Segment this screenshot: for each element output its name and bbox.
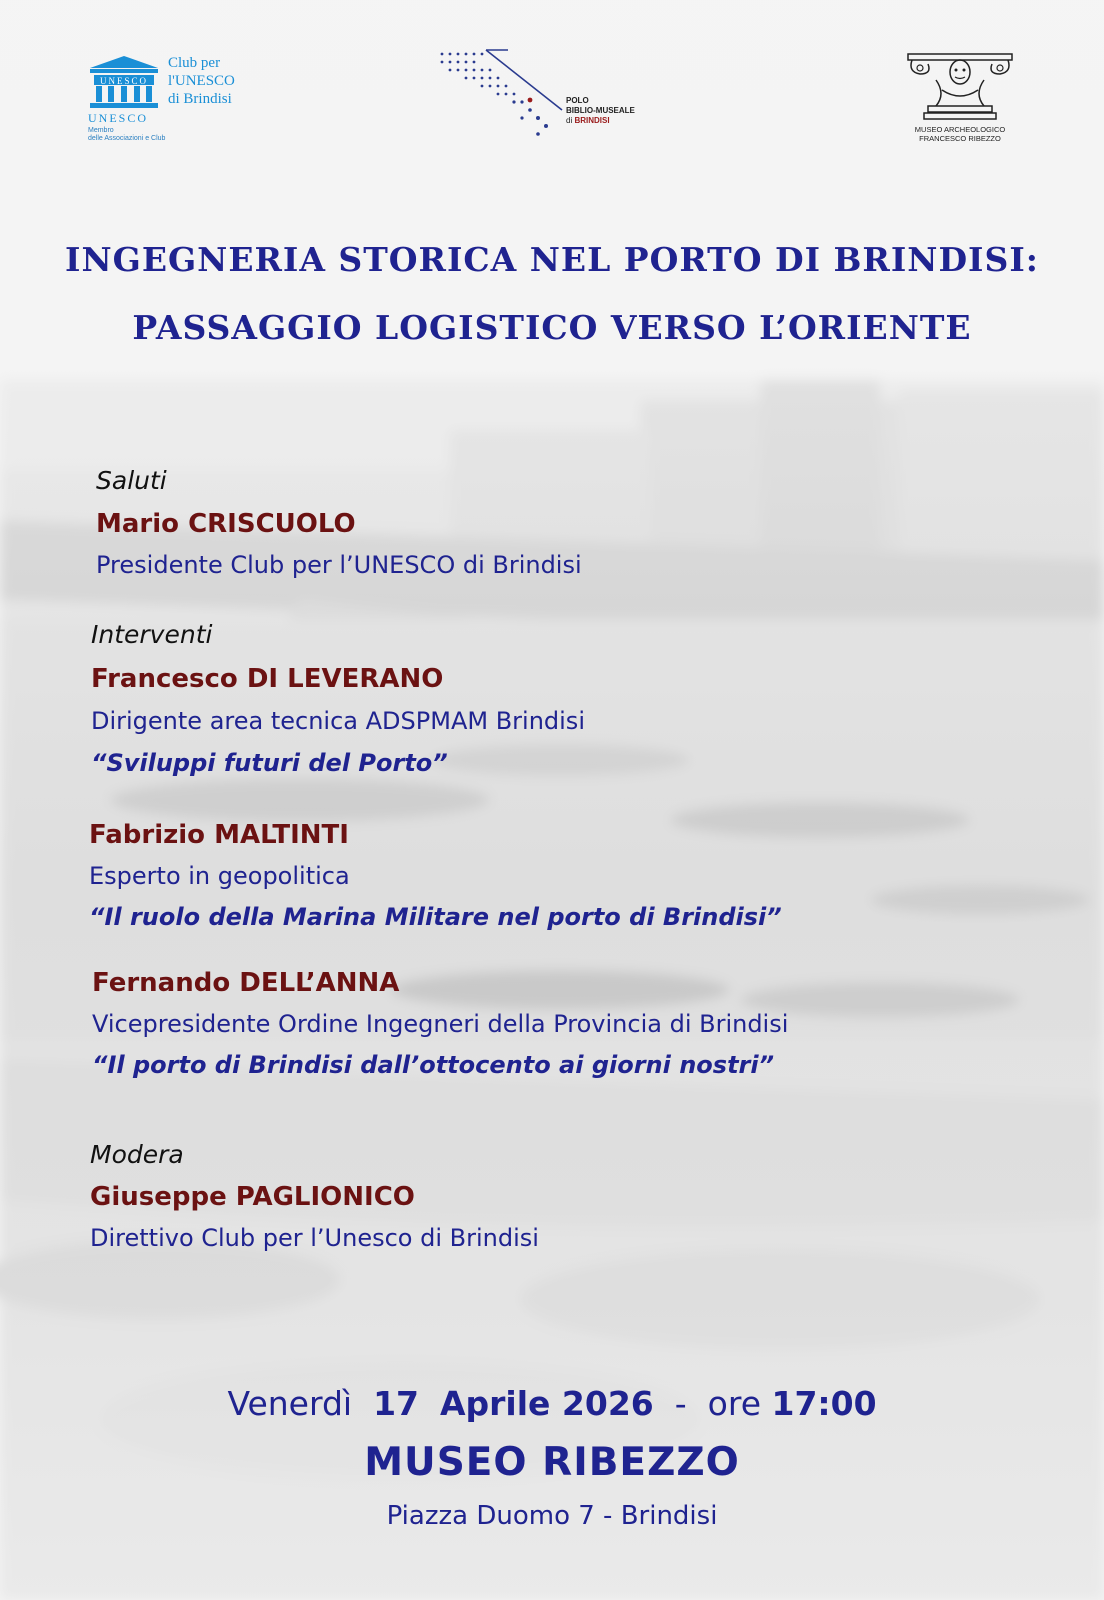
museo-ribezzo-logo	[900, 50, 1020, 142]
museo-text	[900, 125, 1020, 143]
saluti-desc: Presidente Club per l’UNESCO di Brindisi	[96, 551, 582, 579]
speaker-1-talk: “Sviluppi futuri del Porto”	[91, 749, 448, 777]
club-line-3: di Brindisi	[168, 91, 232, 107]
speaker-2-desc: Esperto in geopolitica	[89, 862, 350, 890]
event-date-time	[0, 1384, 1104, 1423]
unesco-temple-icon	[88, 54, 160, 110]
polo-line-3-brindisi: BRINDISI	[574, 116, 610, 125]
event-month-year: Aprile 2026	[439, 1384, 654, 1423]
club-line-2: l'UNESCO	[168, 73, 235, 89]
polo-line-3	[566, 116, 635, 126]
speaker-1-name: Francesco DI LEVERANO	[91, 664, 444, 694]
club-name	[168, 54, 288, 108]
saluti-name: Mario CRISCUOLO	[96, 509, 356, 539]
museo-line-1: MUSEO ARCHEOLOGICO	[914, 125, 1006, 134]
event-separator: -	[674, 1384, 687, 1423]
unesco-club-logo	[88, 54, 288, 146]
polo-biblio-museale-logo	[438, 48, 668, 142]
event-date-num: 17	[373, 1384, 419, 1423]
saluti-label: Saluti	[96, 466, 167, 495]
title-line-1: INGEGNERIA STORICA NEL PORTO DI BRINDISI:	[65, 240, 1039, 279]
speaker-1-desc: Dirigente area tecnica ADSPMAM Brindisi	[91, 707, 585, 735]
museo-line-2: FRANCESCO RIBEZZO	[919, 134, 1001, 143]
svg-text:UNESCO: UNESCO	[99, 76, 149, 86]
interventi-label: Interventi	[91, 620, 213, 649]
speaker-3-name: Fernando DELL’ANNA	[92, 968, 400, 998]
modera-desc: Direttivo Club per l’Unesco di Brindisi	[90, 1224, 539, 1252]
event-ore: ore	[707, 1384, 761, 1423]
speaker-3-talk: “Il porto di Brindisi dall’ottocento ai giorni nostri”	[92, 1051, 775, 1079]
unesco-wordmark: UNESCO	[88, 111, 149, 125]
polo-text	[566, 96, 635, 126]
title-line-2: PASSAGGIO LOGISTICO VERSO L’ORIENTE	[132, 308, 972, 347]
unesco-member-note: Membro delle Associazioni e Club	[88, 127, 166, 142]
modera-name: Giuseppe PAGLIONICO	[90, 1182, 415, 1212]
event-title	[0, 226, 1104, 362]
polo-line-1: POLO	[566, 96, 589, 105]
speaker-2-name: Fabrizio MALTINTI	[89, 820, 349, 850]
event-address: Piazza Duomo 7 - Brindisi	[386, 1501, 718, 1531]
event-venue: MUSEO RIBEZZO	[364, 1440, 740, 1485]
event-time: 17:00	[771, 1384, 877, 1423]
capital-column-icon	[906, 50, 1014, 122]
polo-line-3-di: di	[566, 116, 573, 125]
event-day: Venerdì	[227, 1384, 353, 1423]
club-line-1: Club per	[168, 55, 221, 71]
polo-dots-icon	[438, 48, 568, 142]
modera-label: Modera	[90, 1140, 184, 1169]
polo-line-2: BIBLIO-MUSEALE	[566, 106, 635, 115]
speaker-3-desc: Vicepresidente Ordine Ingegneri della Provincia di Brindisi	[92, 1010, 789, 1038]
speaker-2-talk: “Il ruolo della Marina Militare nel porto di Brindisi”	[89, 903, 782, 931]
